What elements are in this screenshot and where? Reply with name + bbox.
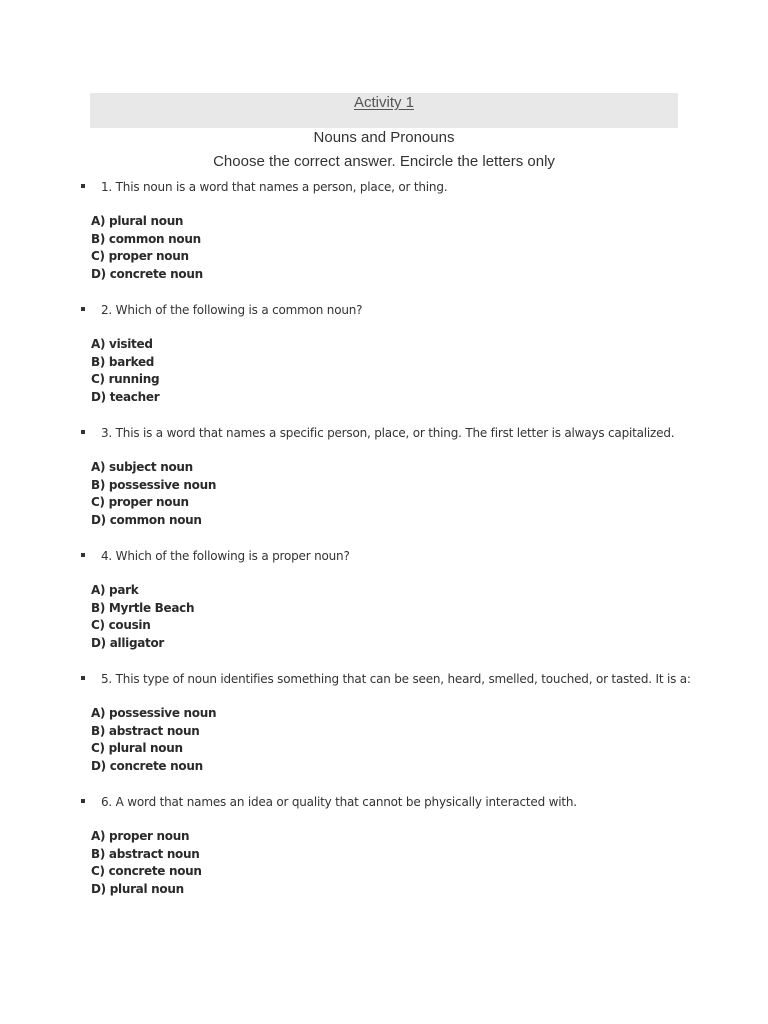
worksheet-subtitle: Nouns and Pronouns <box>313 129 455 146</box>
option-list <box>91 582 194 652</box>
option-b[interactable]: B) barked <box>91 354 155 369</box>
question-text: 6. A word that names an idea or quality that cannot be physically interacted with. <box>101 795 577 809</box>
option-b[interactable]: B) possessive noun <box>91 477 217 492</box>
option-list <box>91 828 202 898</box>
worksheet-instruction: Choose the correct answer. Encircle the letters only <box>213 153 555 170</box>
option-a[interactable]: A) proper noun <box>91 829 190 843</box>
question-1 <box>0 179 768 302</box>
question-text: 1. This noun is a word that names a person, place, or thing. <box>101 180 448 194</box>
option-c[interactable]: C) cousin <box>91 618 151 632</box>
option-c[interactable]: C) proper noun <box>91 249 189 263</box>
bullet-icon <box>81 676 85 680</box>
option-b[interactable]: B) abstract noun <box>91 723 200 738</box>
option-list <box>91 705 216 775</box>
option-list <box>91 459 216 529</box>
option-b[interactable]: B) abstract noun <box>91 846 200 861</box>
option-a[interactable]: A) subject noun <box>91 460 193 474</box>
option-a[interactable]: A) plural noun <box>91 214 184 228</box>
question-6 <box>0 794 768 917</box>
option-c[interactable]: C) concrete noun <box>91 864 202 878</box>
bullet-icon <box>81 184 85 188</box>
option-b[interactable]: B) common noun <box>91 231 201 246</box>
bullet-icon <box>81 430 85 434</box>
option-d[interactable]: D) teacher <box>91 389 160 404</box>
question-text: 4. Which of the following is a proper noun? <box>101 549 350 563</box>
option-c[interactable]: C) proper noun <box>91 495 189 509</box>
option-d[interactable]: D) alligator <box>91 635 165 650</box>
option-c[interactable]: C) plural noun <box>91 741 183 755</box>
question-list <box>0 179 768 917</box>
question-2 <box>0 302 768 425</box>
option-b[interactable]: B) Myrtle Beach <box>91 600 195 615</box>
question-text: 3. This is a word that names a specific person, place, or thing. The first letter is always capitalized. <box>101 426 675 440</box>
question-4 <box>0 548 768 671</box>
option-d[interactable]: D) plural noun <box>91 881 184 896</box>
question-3 <box>0 425 768 548</box>
bullet-icon <box>81 799 85 803</box>
option-d[interactable]: D) common noun <box>91 512 202 527</box>
option-d[interactable]: D) concrete noun <box>91 266 203 281</box>
option-c[interactable]: C) running <box>91 372 160 386</box>
option-a[interactable]: A) park <box>91 583 139 597</box>
option-a[interactable]: A) possessive noun <box>91 706 217 720</box>
option-list <box>91 213 203 283</box>
bullet-icon <box>81 553 85 557</box>
bullet-icon <box>81 307 85 311</box>
question-5 <box>0 671 768 794</box>
question-text: 5. This type of noun identifies something that can be seen, heard, smelled, touched, or tasted. It is a: <box>101 672 691 686</box>
question-text: 2. Which of the following is a common noun? <box>101 303 363 317</box>
title-bar <box>90 93 678 128</box>
activity-title: Activity 1 <box>353 94 414 111</box>
option-list <box>91 336 159 406</box>
option-a[interactable]: A) visited <box>91 337 153 351</box>
option-d[interactable]: D) concrete noun <box>91 758 203 773</box>
